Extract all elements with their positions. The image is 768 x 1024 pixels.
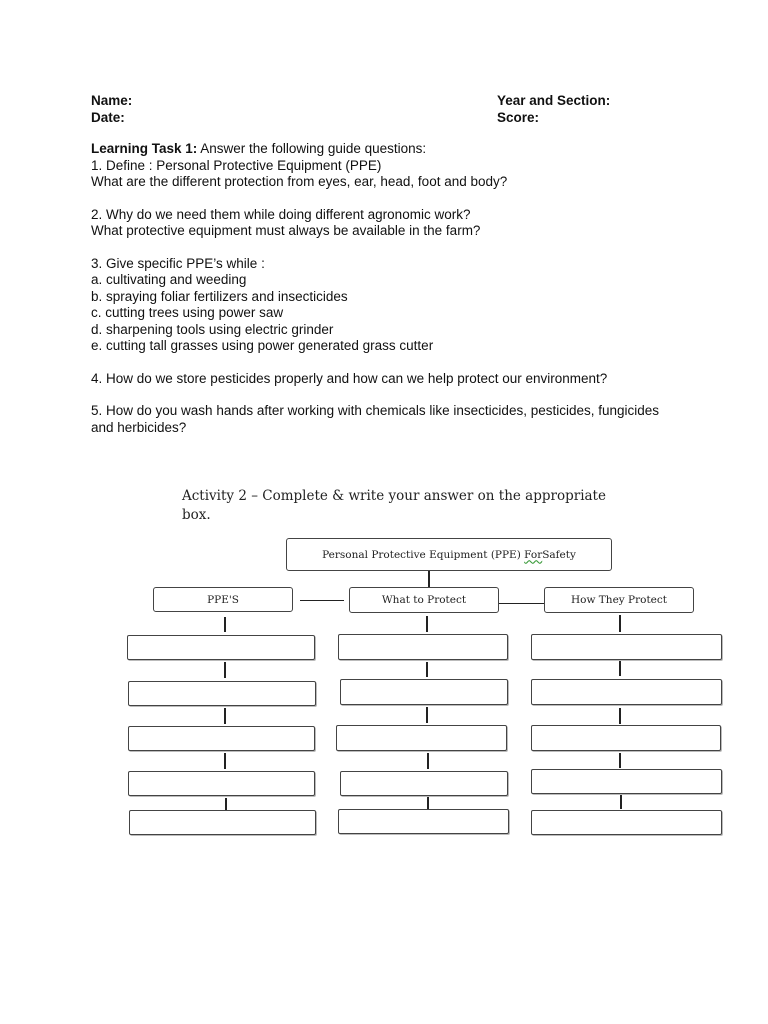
header-left: [91, 92, 132, 126]
header-right: [497, 92, 610, 126]
task-heading: [91, 141, 691, 158]
column-header-what-to-protect: [349, 587, 499, 613]
connector: [426, 707, 428, 723]
task-instruction: Answer the following guide questions:: [197, 141, 427, 156]
connector: [427, 753, 429, 769]
connector: [224, 753, 226, 769]
task-title: Learning Task 1:: [91, 141, 198, 156]
connector: [426, 662, 428, 677]
root-label-tail: Safety: [542, 548, 576, 561]
answer-box-what-1[interactable]: [338, 634, 508, 660]
question-1a: 1. Define : Personal Protective Equipment (PPE): [91, 157, 382, 173]
connector: [224, 708, 226, 724]
question-3: 3. Give specific PPE’s while :: [91, 255, 265, 271]
column-header-ppes: [153, 587, 293, 612]
answer-box-what-4[interactable]: [340, 771, 508, 796]
connector: [426, 616, 428, 632]
answer-box-ppes-3[interactable]: [128, 726, 315, 751]
answer-box-ppes-2[interactable]: [128, 681, 316, 706]
column-header-how-label: How They Protect: [571, 594, 667, 606]
question-4: 4. How do we store pesticides properly and how can we help protect our environment?: [91, 370, 608, 386]
answer-box-ppes-5[interactable]: [129, 810, 316, 835]
activity-title-line1: Activity 2 – Complete & write your answer on the appropriate: [182, 488, 606, 504]
activity-title: [182, 487, 672, 525]
answer-box-ppes-1[interactable]: [127, 635, 315, 660]
name-label: Name:: [91, 93, 133, 108]
answer-box-how-2[interactable]: [531, 679, 722, 705]
answer-box-how-3[interactable]: [531, 725, 721, 751]
answer-box-what-5[interactable]: [338, 809, 509, 834]
year-section-label: Year and Section:: [497, 93, 611, 108]
guide-questions: [91, 141, 691, 436]
question-3-item: e. cutting tall grasses using power generated grass cutter: [91, 338, 434, 353]
header-connector-left: [300, 600, 344, 601]
question-5a: 5. How do you wash hands after working with chemicals like insecticides, pesticides, fungicides: [91, 403, 660, 418]
root-connector: [428, 571, 430, 587]
answer-box-ppes-4[interactable]: [128, 771, 315, 796]
question-3-item: a. cultivating and weeding: [91, 272, 247, 287]
connector: [224, 662, 226, 678]
question-2b: What protective equipment must always be available in the farm?: [91, 223, 481, 238]
connector: [619, 615, 621, 632]
column-header-how-they-protect: [544, 587, 694, 613]
column-header-what-label: What to Protect: [381, 594, 467, 606]
question-3-item: c. cutting trees using power saw: [91, 305, 284, 320]
question-5b: and herbicides?: [91, 419, 187, 435]
question-1b: What are the different protection from eyes, ear, head, foot and body?: [91, 174, 508, 189]
connector: [619, 661, 621, 676]
connector: [619, 753, 621, 768]
activity-title-line2: box.: [182, 507, 211, 523]
connector: [224, 617, 226, 632]
root-label-underlined: For: [524, 548, 543, 561]
answer-box-what-2[interactable]: [340, 679, 508, 705]
answer-box-how-1[interactable]: [531, 634, 722, 660]
connector: [619, 708, 621, 724]
connector: [620, 795, 622, 809]
header-connector-right: [499, 603, 544, 604]
question-3-item: d. sharpening tools using electric grinder: [91, 321, 334, 337]
question-2a: 2. Why do we need them while doing different agronomic work?: [91, 206, 471, 222]
answer-box-how-5[interactable]: [531, 810, 722, 835]
answer-box-what-3[interactable]: [336, 725, 507, 751]
column-header-ppes-label: PPE'S: [207, 593, 239, 606]
root-label-main: Personal Protective Equipment (PPE): [322, 548, 521, 561]
score-label: Score:: [497, 110, 540, 125]
question-3-item: b. spraying foliar fertilizers and insecticides: [91, 288, 348, 304]
date-label: Date:: [91, 110, 125, 125]
ppe-root-box: [286, 538, 612, 571]
answer-box-how-4[interactable]: [531, 769, 722, 794]
